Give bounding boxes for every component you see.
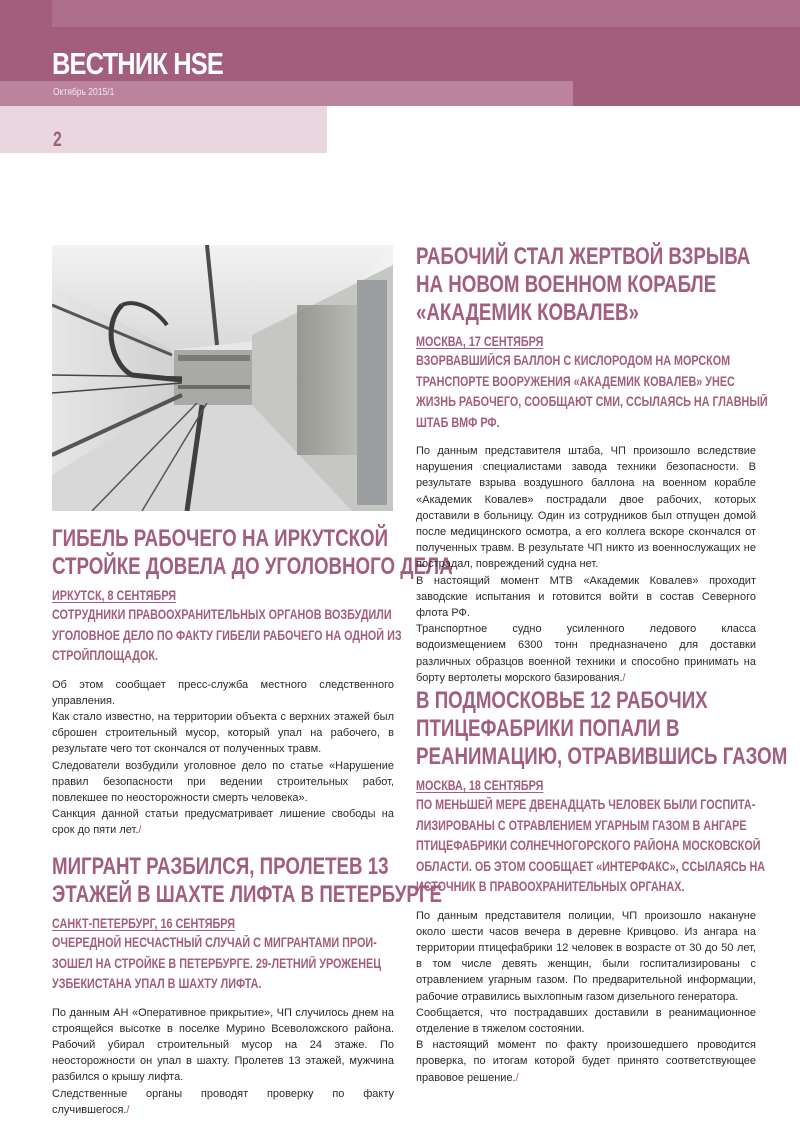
article-body bbox=[416, 443, 756, 686]
body-paragraph: Транспортное судно усиленного ледового класса водоизмещением 6300 тонн предназначено для доставки различных образцов военной техники и способно принимать на борту вертолеты морского базирования. bbox=[416, 623, 756, 684]
article-title-line: РЕАНИМАЦИЮ, ОТРАВИВШИСЬ ГАЗОМ bbox=[416, 743, 788, 770]
article-dateline: САНКТ-ПЕТЕРБУРГ, 16 СЕНТЯБРЯ bbox=[52, 916, 235, 931]
article-lead bbox=[416, 351, 768, 433]
body-paragraph: По данным АН «Оперативное прикрытие», ЧП случилось днем на строящейся высотке в поселке Мурино Всеволожского района. Рабочий убирал строительный мусор на 24 этаже. По неосторожности он упал в шахту. Пролетев 13 этажей, мужчина разбился о крышу лифта. bbox=[52, 1006, 394, 1084]
body-paragraph: По данным представителя полиции, ЧП произошло накануне около шести часов вечера в деревне Кривцово. Из ангара на территории птицефабрики 12 человек в возрасте от 30 до 50 лет, в том числе девять женщин, были госпитализированы с отравлением угарным газом. По предварительной информации, рабочие отравились выхлопным газом дизельного генератора. bbox=[416, 909, 756, 1003]
article-petersburg bbox=[52, 853, 442, 1118]
body-paragraph: В настоящий момент МТВ «Академик Ковалев» проходит заводские испытания и готовится войти в состав Северного флота РФ. bbox=[416, 574, 756, 620]
end-mark: / bbox=[515, 1071, 519, 1084]
lead-line: ЛИЗИРОВАНЫ С ОТРАВЛЕНИЕМ УГАРНЫМ ГАЗОМ В АНГАРЕ bbox=[416, 817, 747, 833]
lead-line: ШТАБ ВМФ РФ. bbox=[416, 414, 500, 430]
article-title-line: ГИБЕЛЬ РАБОЧЕГО НА ИРКУТСКОЙ bbox=[52, 525, 389, 552]
lead-line: УЗБЕКИСТАНА УПАЛ В ШАХТУ ЛИФТА. bbox=[52, 976, 262, 991]
lead-line: ИСТОЧНИК В ПРАВООХРАНИТЕЛЬНЫХ ОРГАНАХ. bbox=[416, 879, 685, 894]
article-poultry-factory bbox=[416, 687, 788, 1086]
lead-line: ТРАНСПОРТЕ ВООРУЖЕНИЯ «АКАДЕМИК КОВАЛЕВ» УНЕС bbox=[416, 373, 735, 389]
article-title-line: ЭТАЖЕЙ В ШАХТЕ ЛИФТА В ПЕТЕРБУРГЕ bbox=[52, 881, 442, 908]
page-number: 2 bbox=[53, 128, 62, 151]
article-title-line: СТРОЙКЕ ДОВЕЛА ДО УГОЛОВНОГО ДЕЛА bbox=[52, 553, 453, 580]
article-dateline: МОСКВА, 18 СЕНТЯБРЯ bbox=[416, 778, 544, 793]
elevator-shaft-photo bbox=[52, 245, 393, 511]
issue-label: Октябрь 2015/1 bbox=[53, 87, 115, 98]
lead-line: ПО МЕНЬШЕЙ МЕРЕ ДВЕНАДЦАТЬ ЧЕЛОВЕК БЫЛИ ГОСПИТА- bbox=[416, 797, 756, 812]
body-paragraph: Как стало известно, на территории объекта с верхних этажей был сброшен строительный мусор, который упал на рабочего, в результате чего тот скончался от полученных травм. bbox=[52, 710, 394, 756]
article-dateline: МОСКВА, 17 СЕНТЯБРЯ bbox=[416, 334, 544, 349]
article-irkutsk bbox=[52, 525, 453, 839]
lead-line: УГОЛОВНОЕ ДЕЛО ПО ФАКТУ ГИБЕЛИ РАБОЧЕГО НА ОДНОЙ ИЗ bbox=[52, 627, 402, 643]
body-paragraph: Следственные органы проводят проверку по факту случившегося. bbox=[52, 1087, 394, 1116]
body-paragraph: Сообщается, что пострадавших доставили в реанимационное отделение в тяжелом состоянии. bbox=[416, 1006, 756, 1035]
header-top-band bbox=[52, 0, 800, 27]
article-title bbox=[52, 853, 442, 909]
lead-line: ПТИЦЕФАБРИКИ СОЛНЕЧНОГОРСКОГО РАЙОНА МОСКОВСКОЙ bbox=[416, 838, 761, 853]
body-paragraph: Следователи возбудили уголовное дело по статье «Нарушение правил безопасности при ведении строительных работ, повлекшее по неосторожности смерть человека». bbox=[52, 759, 394, 804]
article-body bbox=[52, 1005, 394, 1118]
article-dateline: ИРКУТСК, 8 СЕНТЯБРЯ bbox=[52, 588, 177, 603]
lead-line: ВЗОРВАВШИЙСЯ БАЛЛОН С КИСЛОРОДОМ НА МОРСКОМ bbox=[416, 353, 731, 368]
lead-line: ОЧЕРЕДНОЙ НЕСЧАСТНЫЙ СЛУЧАЙ С МИГРАНТАМИ ПРОИ- bbox=[52, 935, 377, 950]
article-title-line: РАБОЧИЙ СТАЛ ЖЕРТВОЙ ВЗРЫВА bbox=[416, 243, 751, 270]
article-kovalev bbox=[416, 243, 768, 686]
body-paragraph: Санкция данной статьи предусматривает лишение свободы на срок до пяти лет. bbox=[52, 808, 394, 837]
article-lead bbox=[416, 795, 766, 898]
end-mark: / bbox=[138, 824, 142, 837]
lead-line: СОТРУДНИКИ ПРАВООХРАНИТЕЛЬНЫХ ОРГАНОВ ВОЗБУДИЛИ bbox=[52, 607, 392, 622]
lead-line: ЖИЗНЬ РАБОЧЕГО, СООБЩАЮТ СМИ, ССЫЛАЯСЬ НА ГЛАВНЫЙ bbox=[416, 394, 768, 409]
article-body bbox=[52, 677, 394, 839]
elevator-shaft-image-icon bbox=[52, 245, 393, 511]
end-mark: / bbox=[622, 671, 626, 684]
article-lead bbox=[52, 933, 394, 995]
lead-line: ОБЛАСТИ. ОБ ЭТОМ СООБЩАЕТ «ИНТЕРФАКС», ССЫЛАЯСЬ НА bbox=[416, 858, 766, 874]
article-title-line: НА НОВОМ ВОЕННОМ КОРАБЛЕ bbox=[416, 271, 717, 298]
article-body bbox=[416, 908, 756, 1086]
body-paragraph: В настоящий момент по факту произошедшего проводится проверка, по итогам которой будет принято соответствующее правовое решение. bbox=[416, 1039, 756, 1084]
end-mark: / bbox=[126, 1103, 130, 1116]
lead-line: СТРОЙПЛОЩАДОК. bbox=[52, 648, 158, 663]
magazine-title: ВЕСТНИК HSE bbox=[52, 46, 224, 81]
article-title-line: «АКАДЕМИК КОВАЛЕВ» bbox=[416, 299, 639, 326]
article-title-line: МИГРАНТ РАЗБИЛСЯ, ПРОЛЕТЕВ 13 bbox=[52, 853, 389, 880]
article-title bbox=[416, 687, 788, 771]
page-number-box bbox=[0, 106, 327, 153]
article-title bbox=[52, 525, 453, 581]
article-title-line: ПТИЦЕФАБРИКИ ПОПАЛИ В bbox=[416, 715, 680, 742]
lead-line: ЗОШЕЛ НА СТРОЙКЕ В ПЕТЕРБУРГЕ. 29-ЛЕТНИЙ УРОЖЕНЕЦ bbox=[52, 955, 382, 971]
article-lead bbox=[52, 605, 402, 667]
body-paragraph: По данным представителя штаба, ЧП произошло вследствие нарушения специалистами завода техники безопасности. В результате взрыва воздушного баллона на военном корабле «Академик Ковалев» пострадали двое рабочих, которых доставили в больницу. Один из сотрудников был отпущен домой после медицинского осмотра, а его коллега вскоре скончался от полученных травм. В результате ЧП никто из военнослужащих не пострадал, повреждений судна нет. bbox=[416, 445, 756, 571]
article-title bbox=[416, 243, 751, 327]
article-title-line: В ПОДМОСКОВЬЕ 12 РАБОЧИХ bbox=[416, 687, 708, 714]
body-paragraph: Об этом сообщает пресс-служба местного следственного управления. bbox=[52, 678, 394, 707]
